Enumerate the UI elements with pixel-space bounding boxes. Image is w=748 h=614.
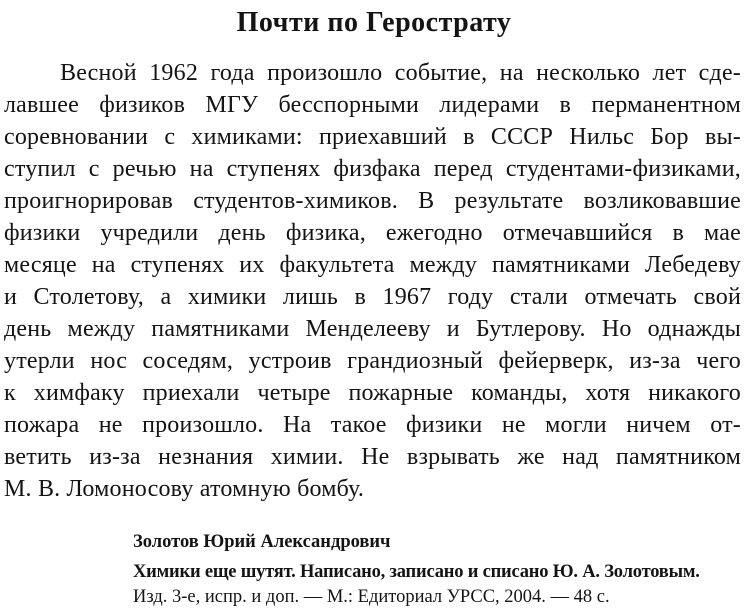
paragraph-line: ступил с речью на ступенях физфака перед студентами-физиками,	[4, 156, 741, 182]
paragraph-line: и Столетову, а химики лишь в 1967 году стали отмечать свой	[4, 284, 741, 310]
paragraph-line: физики учредили день физика, ежегодно отмечавшийся в мае	[4, 220, 741, 246]
author-name: Золотов Юрий Александрович	[133, 532, 391, 552]
body-paragraph	[0, 57, 748, 505]
paragraph-line: утерли нос соседям, устроив грандиозный фейерверк, из-за чего	[4, 348, 741, 374]
paragraph-line: М. В. Ломоносову атомную бомбу.	[4, 476, 365, 502]
book-title-line: Химики еще шутят. Написано, записано и списано Ю. А. Золотовым.	[133, 562, 700, 582]
paragraph-line: Весной 1962 года произошло событие, на несколько лет сде-	[60, 60, 741, 86]
paragraph-line: к химфаку приехали четыре пожарные команды, хотя никакого	[4, 380, 741, 406]
bibliography-block	[133, 530, 742, 610]
paragraph-line: пожара не произошло. На такое физики не могли ничем от-	[4, 412, 741, 438]
paragraph-line: месяце на ступенях их факультета между памятниками Лебедеву	[4, 252, 741, 278]
paragraph-line: лавшее физиков МГУ бесспорными лидерами в перманентном	[4, 92, 741, 118]
paragraph-line: соревновании с химиками: приехавший в СССР Нильс Бор вы-	[4, 124, 741, 150]
page-title: Почти по Герострату	[236, 7, 512, 38]
paragraph-line: проигнорировав студентов-химиков. В результате возликовавшие	[4, 188, 741, 214]
paragraph-line: ветить из-за незнания химии. Не взрывать же над памятником	[4, 444, 741, 470]
edition-line: Изд. 3-е, испр. и доп. — М.: Едиториал УРСС, 2004. — 48 с.	[133, 587, 610, 607]
paragraph-line: день между памятниками Менделееву и Бутлерову. Но однажды	[4, 316, 741, 342]
